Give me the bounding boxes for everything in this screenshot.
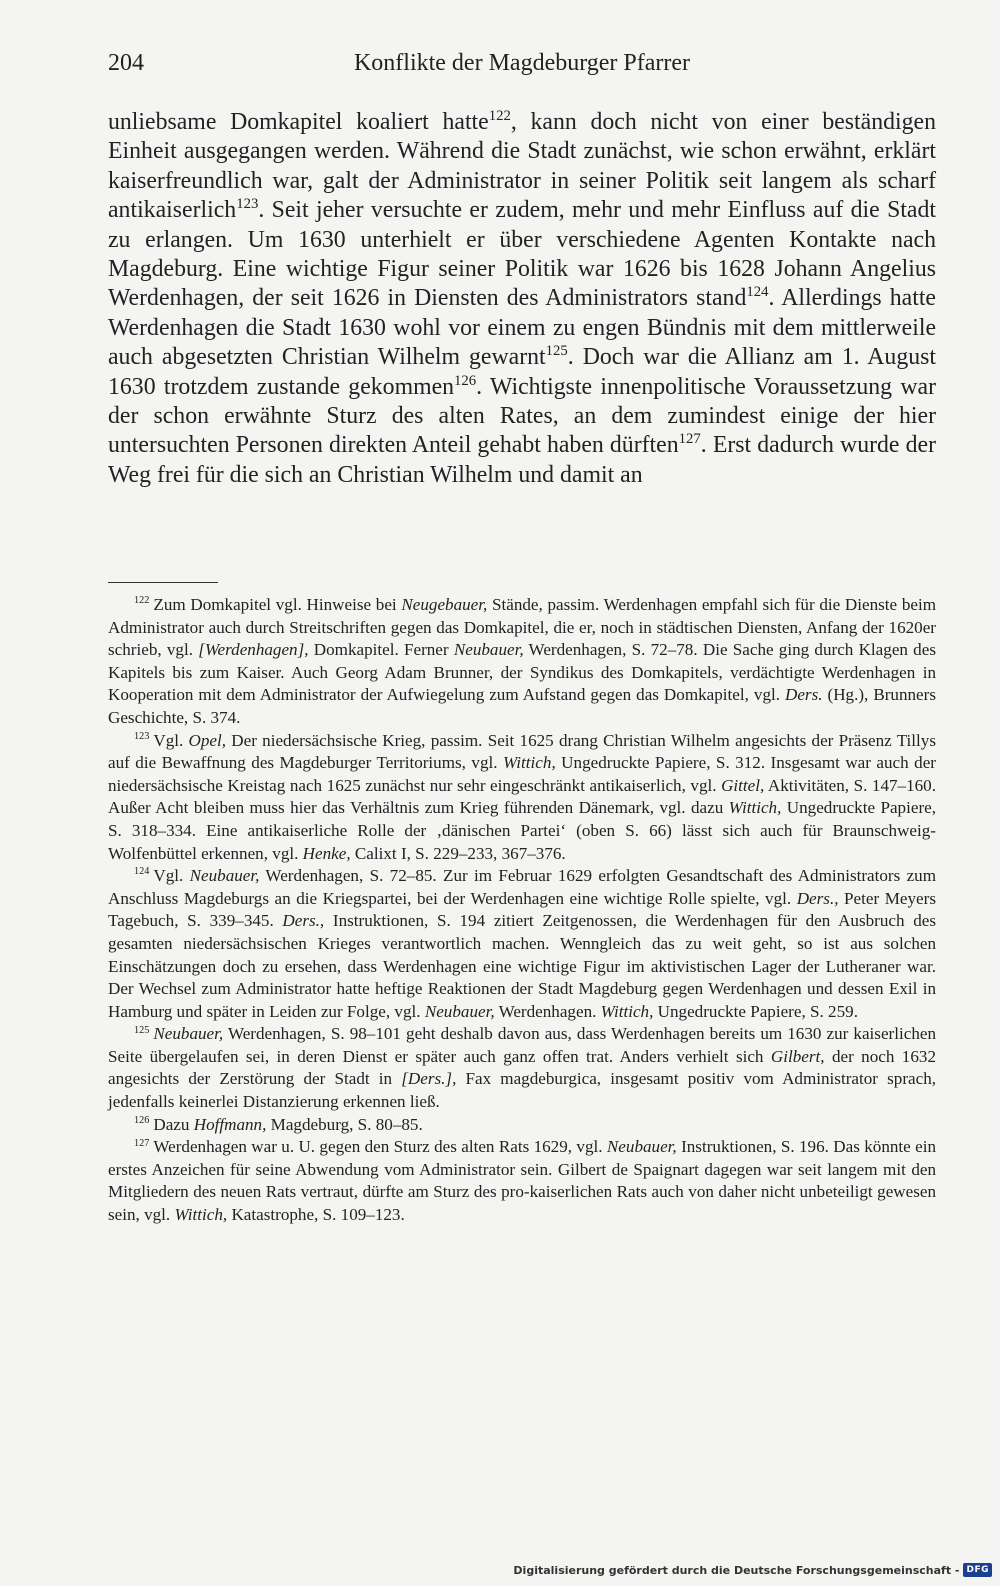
text-run: Stände, passim. Werdenhagen empfahl sich für die Dienste beim Administrator auch durch Streitschriften gegen das Domkapitel, die er, noch in städtischen Diensten, Anfang der 1620er schrieb, vgl. xyxy=(108,595,936,660)
text-run: (Hg.), Brunners Geschichte, S. 374. xyxy=(108,685,936,727)
text-run: . Seit jeher versuchte er zudem, mehr und mehr Einfluss auf die Stadt zu erlangen. Um 1630 unterhielt er über verschiedene Agenten Kontakte nach Magdeburg. Eine wichtige Figur seiner Politik war 1626 bis 1628 Johann Angelius Werdenhagen, der seit 1626 in Diensten des Administrators stand xyxy=(108,197,936,312)
author-name: Neubauer, xyxy=(453,640,524,660)
text-run: Dazu xyxy=(153,1114,194,1134)
author-name: [Werdenhagen], xyxy=(198,640,309,660)
text-run: Katastrophe, S. 109–123. xyxy=(227,1205,405,1225)
footnote-127 xyxy=(108,1136,936,1226)
author-name: Wittich, xyxy=(600,1001,654,1021)
text-run: Fax magdeburgica, insgesamt positiv vom Administrator sprach, jedenfalls keinerlei Distanzierung erkennen ließ. xyxy=(108,1069,937,1112)
page-number: 204 xyxy=(108,50,144,76)
footnote-122 xyxy=(108,594,936,730)
text-run: Vgl. xyxy=(153,730,189,750)
text-run: Instruktionen, S. 194 zitiert Zeitgenossen, die Werdenhagen für den Ausbruch des gesamten niedersächsischen Krieges verantwortlich machen. Wenngleich das zu weit geht, so ist aus solchen Einschätzungen doch zu ersehen, dass Werdenhagen eine wichtige Figur im aktivistischen Lager der Lutheraner war. Der Wechsel zum Administrator hatte heftige Reaktionen der Stadt Magdeburg gegen Werdenhagen und dessen Exil in Hamburg und später in Leiden zur Folge, vgl. xyxy=(108,911,937,1021)
text-run: Werdenhagen, S. 72–85. Zur im Februar 1629 erfolgten Gesandtschaft des Administrators zum Anschluss Magdeburgs an die Kriegspartei, bei der Werdenhagen eine wichtige Rolle spielte, vgl. xyxy=(108,866,937,908)
text-run: Aktivitäten, S. 147–160. Außer Acht bleiben muss hier das Verhältnis zum Krieg führenden Dänemark, vgl. dazu xyxy=(108,775,936,818)
footnote-ref-127: 127 xyxy=(678,431,701,448)
text-run: Instruktionen, S. 196. Das könnte ein erstes Anzeichen für seine Abwendung vom Administrator sein. Gilbert de Spaignart dagegen war seit langem mit den Mitgliedern des neuen Rats vertraut, dürfte am Sturz des pro-kaiserlichen Rats auch von daher nicht unbeteiligt gewesen sein, vgl. xyxy=(108,1137,936,1225)
text-run: Der niedersächsische Krieg, passim. Seit 1625 drang Christian Wilhelm angesichts der Präsenz Tillys auf die Bewaffnung des Magdeburger Territoriums, vgl. xyxy=(108,730,936,773)
footnote-separator xyxy=(108,582,218,583)
footnotes xyxy=(108,594,936,1227)
text-run: Domkapitel. Ferner xyxy=(308,640,454,660)
footnote-number: 123 xyxy=(134,730,150,742)
author-name: Ders., xyxy=(282,911,325,931)
text-run: Werdenhagen, S. 98–101 geht deshalb davon aus, dass Werdenhagen bereits um 1630 zur kaiserlichen Seite übergelaufen sei, in deren Dienst er später auch ganz offen trat. Anders verhielt sich xyxy=(108,1024,936,1066)
footnote-125 xyxy=(108,1023,936,1113)
text-run: Vgl. xyxy=(153,866,190,886)
funding-footer xyxy=(513,1560,992,1580)
text-run: Magdeburg, S. 80–85. xyxy=(266,1114,423,1134)
author-name: Ders. xyxy=(785,685,823,705)
text-run: Peter Meyers Tagebuch, S. 339–345. xyxy=(108,888,936,931)
text-run: . Doch war die Allianz am 1. August 1630 trotzdem zustande gekommen xyxy=(108,344,936,400)
text-run: unliebsame Domkapitel koaliert hatte xyxy=(108,109,489,135)
body-paragraph xyxy=(108,108,936,490)
text-run: Werdenhagen, S. 72–78. Die Sache ging durch Klagen des Kapitels bis zum Kaiser. Auch Georg Adam Brunner, der Syndikus des Domkapitels, verdächtigte Werdenhagen in Kooperation mit dem Administrator der Aufwiegelung zum Aufstand gegen das Domkapitel, vgl. xyxy=(108,640,936,705)
footnote-ref-125: 125 xyxy=(545,343,568,360)
author-name: Ders., xyxy=(796,888,839,908)
footnote-number: 122 xyxy=(134,595,150,607)
author-name: Neubauer, xyxy=(606,1137,677,1157)
text-run: der noch 1632 angesichts der Zerstörung der Stadt in xyxy=(108,1046,936,1089)
funding-note: Digitalisierung gefördert durch die Deutsche Forschungsgemeinschaft - xyxy=(513,1563,960,1577)
text-run: . Erst dadurch wurde der Weg frei für die sich an Christian Wilhelm und damit an xyxy=(108,432,936,488)
author-name: Neugebauer, xyxy=(401,595,488,614)
author-name: Neubauer, xyxy=(153,1024,224,1044)
footnote-number: 126 xyxy=(134,1114,150,1126)
author-name: Wittich, xyxy=(728,798,782,818)
text-run: Ungedruckte Papiere, S. 312. Insgesamt war auch der niedersächsische Kreistag nach 1625 zunächst nur sehr eingeschränkt antikaiserlich, vgl. xyxy=(108,753,936,795)
footnote-number: 127 xyxy=(134,1137,150,1149)
text-run: . Allerdings hatte Werdenhagen die Stadt 1630 wohl vor einem zu engen Bündnis mit dem mittlerweile auch abgesetzten Christian Wilhelm gewarnt xyxy=(108,285,936,371)
footnote-ref-126: 126 xyxy=(454,372,477,389)
text-run: . Wichtigste innenpolitische Voraussetzung war der schon erwähnte Sturz des alten Rates, an dem zumindest einige der hier untersuchten Personen direkten Anteil gehabt haben dürften xyxy=(108,373,936,459)
author-name: [Ders.], xyxy=(401,1069,457,1089)
text-run: Calixt I, S. 229–233, 367–376. xyxy=(350,843,566,863)
text-run: Ungedruckte Papiere, S. 318–334. Eine antikaiserliche Rolle der ‚dänischen Partei‘ (oben S. 66) lässt sich auch für Braunschweig-Wolfenbüttel erkennen, vgl. xyxy=(108,798,936,863)
author-name: Neubauer, xyxy=(189,866,260,886)
author-name: Henke, xyxy=(302,843,351,863)
text-run: Zum Domkapitel vgl. Hinweise bei xyxy=(153,595,402,614)
main-text xyxy=(108,108,936,490)
footnote-124 xyxy=(108,865,936,1023)
footnote-ref-123: 123 xyxy=(236,196,259,213)
text-run: Ungedruckte Papiere, S. 259. xyxy=(653,1001,858,1021)
author-name: Wittich, xyxy=(174,1205,228,1225)
footnote-number: 124 xyxy=(134,866,150,878)
footnote-126 xyxy=(108,1114,936,1137)
text-run: Werdenhagen war u. U. gegen den Sturz des alten Rats 1629, vgl. xyxy=(153,1137,607,1157)
footnote-number: 125 xyxy=(134,1024,150,1036)
dfg-logo-icon: DFG xyxy=(963,1563,992,1577)
page-header xyxy=(108,50,936,86)
text-run: Werdenhagen. xyxy=(494,1001,601,1021)
running-title: Konflikte der Magdeburger Pfarrer xyxy=(353,50,691,76)
author-name: Gittel, xyxy=(721,775,765,795)
author-name: Opel, xyxy=(188,730,227,750)
author-name: Wittich, xyxy=(503,753,556,773)
footnote-123 xyxy=(108,730,936,866)
author-name: Hoffmann, xyxy=(193,1114,267,1134)
footnote-ref-124: 124 xyxy=(746,284,769,301)
text-run: , kann doch nicht von einer beständigen Einheit ausgegangen werden. Während die Stadt zunächst, wie schon erwähnt, erklärt kaiserfreundlich war, galt der Administrator in seiner Politik seit langem als scharf antikaiserlich xyxy=(108,109,936,224)
author-name: Gilbert, xyxy=(770,1046,825,1066)
footnote-ref-122: 122 xyxy=(488,108,511,125)
author-name: Neubauer, xyxy=(424,1001,495,1021)
